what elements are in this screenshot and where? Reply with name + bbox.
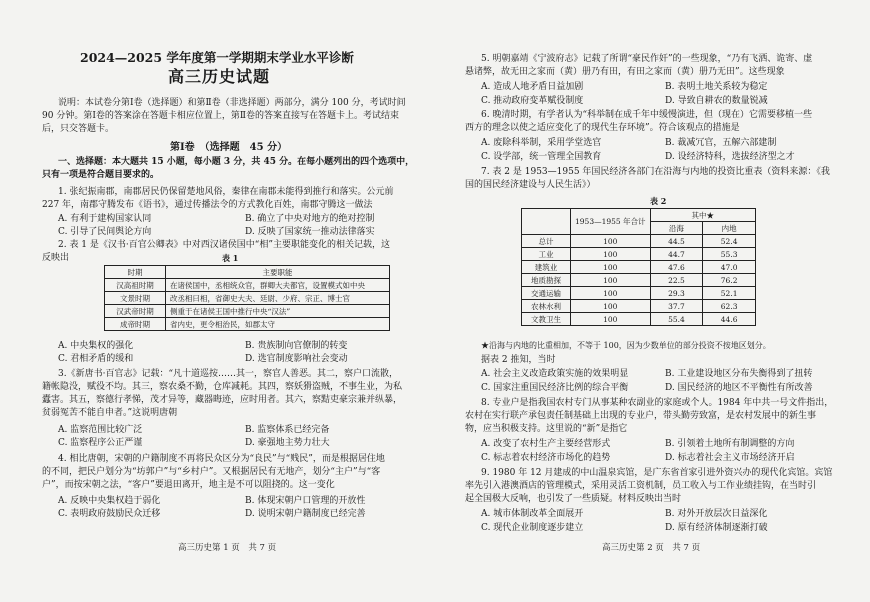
- table-cell: 100: [571, 235, 651, 248]
- q9-stem: 起全国极大反响，也引发了一些质疑。材料反映出当时: [465, 494, 682, 504]
- table-row: [522, 274, 756, 287]
- page-footer: 高三历史第 1 页 共 7 页: [178, 543, 277, 553]
- table-cell: 76.2: [703, 274, 756, 287]
- q7-option-d: D. 国民经济的地区不平衡性有所改善: [665, 383, 813, 393]
- exam-header: 2024—2025 学年度第一学期期末学业水平诊断: [80, 50, 354, 65]
- q8-option-b: B. 引领着土地所有制调整的方向: [665, 439, 795, 449]
- q2-option-a: A. 中央集权的强化: [58, 341, 134, 351]
- table-cell: 52.1: [703, 287, 756, 300]
- table-cell: 文教卫生: [522, 313, 571, 326]
- q3-option-a: A. 监察范围比较广泛: [58, 425, 143, 435]
- q5-option-b: B. 表明土地关系较为稳定: [665, 82, 768, 92]
- table-cell: 汉武帝时期: [105, 305, 166, 318]
- note-line: 后，只交答题卡。: [42, 124, 115, 134]
- table-cell: 汉高祖时期: [105, 279, 166, 292]
- q8-stem: 物，应当积极支持。这里说的“新”是指它: [465, 424, 628, 434]
- q8-option-c: C. 标志着农村经济市场化的趋势: [481, 453, 611, 463]
- q1-option-c: C. 引导了民间舆论方向: [58, 227, 152, 237]
- q7-lead: 据表 2 推知，当时: [481, 355, 556, 365]
- q9-option-d: D. 原有经济体制逐渐打破: [665, 523, 768, 533]
- table-header-row: [105, 266, 390, 279]
- table-row: [105, 292, 390, 305]
- instructions-line: 一、选择题：本大题共 15 小题，每小题 3 分，共 45 分。在每小题列出的四个选项中，: [58, 157, 415, 167]
- q6-option-a: A. 废除科举制，采用学堂选官: [481, 138, 602, 148]
- q9-option-a: A. 城市体制改革全面展开: [481, 509, 584, 519]
- table-cell: 工业: [522, 248, 571, 261]
- table-header-row: [522, 209, 756, 222]
- table-cell: 47.6: [650, 261, 703, 274]
- page-footer: 高三历史第 2 页 共 7 页: [602, 543, 701, 553]
- q2-option-b: B. 贵族制向官僚制的转变: [245, 341, 348, 351]
- q4-option-c: C. 表明政府鼓励民众迁移: [58, 509, 161, 519]
- table2: [521, 208, 756, 326]
- table-header-cell: 内地: [703, 222, 756, 235]
- table-header-cell: [522, 209, 571, 235]
- table1: [104, 265, 390, 331]
- table-cell: 文景时期: [105, 292, 166, 305]
- q4-stem: 户”，而按宋朝之法，“客户”要退田离开，地主是不可以阻挠的。这一变化: [42, 480, 335, 490]
- q3-stem: 蠹害。其五，察德行孝悌，茂才异等，藏器晦迹，应时用者。其六，察黠吏豪宗兼并纵暴，: [42, 395, 403, 405]
- q8-option-a: A. 改变了农村生产主要经营形式: [481, 439, 611, 449]
- table-row: [522, 248, 756, 261]
- table-cell: 44.5: [650, 235, 703, 248]
- table-cell: 改丞相曰相，省御史大夫、廷尉、少府、宗正、博士官: [166, 292, 390, 305]
- q2-option-c: C. 君相矛盾的缓和: [58, 354, 134, 364]
- q4-stem: 的不同，把民户划分为“坊郭户”与“乡村户”。又根据居民有无地产，划分“主户”与“客: [42, 467, 381, 477]
- q1-stem: 1. 张纪振南郡，南郡居民仍保留楚地风俗，秦律在南郡未能得到推行和落实。公元前: [58, 187, 394, 197]
- q6-option-d: D. 设经济特科，选拔经济型之才: [665, 152, 795, 162]
- table-cell: 总计: [522, 235, 571, 248]
- q3-option-d: D. 豪强地主势力壮大: [245, 438, 330, 448]
- q5-option-d: D. 导致自耕农的数量锐减: [665, 96, 768, 106]
- table-cell: 100: [571, 287, 651, 300]
- exam-title: 高三历史试题: [168, 67, 271, 86]
- table-cell: 44.7: [650, 248, 703, 261]
- q9-stem: 9. 1980 年 12 月建成的中山温泉宾馆，是广东省首家引进外资兴办的现代化宾馆。宾馆: [481, 468, 833, 478]
- q1-option-a: A. 有利于建构国家认同: [58, 214, 152, 224]
- q5-option-c: C. 推动政府变革赋役制度: [481, 96, 584, 106]
- note-line: 90 分钟。第Ⅰ卷的答案涂在答题卡相应位置上，第Ⅱ卷的答案直接写在答题卡上。考试结束: [42, 111, 399, 121]
- note-line: 说明：本试卷分第Ⅰ卷（选择题）和第Ⅱ卷（非选择题）两部分，满分 100 分，考试时间: [58, 98, 406, 108]
- table-cell: 62.3: [703, 300, 756, 313]
- q2-stem: 反映出: [42, 253, 70, 263]
- q7-stem: 7. 表 2 是 1953—1955 年国民经济各部门在沿海与内地的投资比重表（资料来源：《我: [481, 167, 830, 177]
- q3-stem: 3.《新唐书·百官志》记载：“凡十道巡按……其一，察官人善恶。其二，察户口流散，: [58, 369, 399, 379]
- q4-option-a: A. 反映中央集权趋于弱化: [58, 496, 161, 506]
- q6-stem: 西方的理念以使之适应变化了的现代生存环境”。符合该观点的措施是: [465, 123, 740, 133]
- table-cell: 100: [571, 248, 651, 261]
- q2-option-d: D. 选官制度影响社会变动: [245, 354, 348, 364]
- table-row: [105, 318, 390, 331]
- q3-stem: 贫弱冤苦不能自申者。”这说明唐朝: [42, 408, 178, 418]
- q4-option-d: D. 说明宋朝户籍制度已经完善: [245, 509, 366, 519]
- table1-caption: 表 1: [222, 253, 239, 263]
- table-cell: 侧重于在诸侯王国中推行中央“汉法”: [166, 305, 390, 318]
- q1-option-b: B. 确立了中央对地方的绝对控制: [245, 214, 375, 224]
- q4-stem: 4. 相比唐朝，宋朝的户籍制度不再将民众区分为“良民”与“贱民”，而是根据居住地: [58, 454, 385, 464]
- table2-caption: 表 2: [650, 196, 667, 206]
- table-cell: 100: [571, 274, 651, 287]
- q9-option-b: B. 对外开放层次日益深化: [665, 509, 768, 519]
- q1-option-d: D. 反映了国家统一推动法律落实: [245, 227, 375, 237]
- table-row: [105, 305, 390, 318]
- table-row: [522, 261, 756, 274]
- table-cell: 省内史，更令相治民，如郡太守: [166, 318, 390, 331]
- q5-stem: 5. 明朝嘉靖《宁波府志》记载了所谓“豪民作奸”的一些现象，“乃有飞洒、诡寄、虚: [481, 54, 813, 64]
- table-cell: 55.3: [703, 248, 756, 261]
- q3-stem: 籍帐隐没，赋役不均。其三，察农桑不勤，仓库减耗。其四，察妖猾盗贼，不事生业，为私: [42, 382, 403, 392]
- table-cell: 地质勘探: [522, 274, 571, 287]
- q7-option-a: A. 社会主义改造政策实施的效果明显: [481, 369, 629, 379]
- q6-option-b: B. 裁减冗官，五解六部建制: [665, 138, 777, 148]
- q6-stem: 6. 晚清时期，有学者认为“科举制在成千年中缓慢演进，但（现在）它需要移植一些: [481, 110, 813, 120]
- q4-option-b: B. 体现宋朝户口管理的开放性: [245, 496, 366, 506]
- table-cell: 55.4: [650, 313, 703, 326]
- table-cell: 100: [571, 313, 651, 326]
- q8-option-d: D. 标志着社会主义市场经济开启: [665, 453, 795, 463]
- table-cell: 52.4: [703, 235, 756, 248]
- table-cell: 100: [571, 300, 651, 313]
- section-title: 第Ⅰ卷 （选择题 45 分）: [170, 142, 288, 153]
- table-cell: 47.0: [703, 261, 756, 274]
- table-cell: 44.6: [703, 313, 756, 326]
- table-header-cell: 时期: [105, 266, 166, 279]
- table-header-cell: 主要职能: [166, 266, 390, 279]
- table-cell: 成帝时期: [105, 318, 166, 331]
- table-cell: 在诸侯国中，丞相统众官，群卿大夫都官，设置模式如中央: [166, 279, 390, 292]
- table-cell: 100: [571, 261, 651, 274]
- q5-option-a: A. 造成人地矛盾日益加剧: [481, 82, 584, 92]
- table-row: [522, 313, 756, 326]
- table-cell: 农林水利: [522, 300, 571, 313]
- table-cell: 交通运输: [522, 287, 571, 300]
- q8-stem: 8. 专业户是指我国农村专门从事某种农副业的家庭或个人。1984 年中共一号文件指出，: [481, 398, 834, 408]
- right-page: [447, 0, 870, 602]
- table-row: [105, 279, 390, 292]
- q6-option-c: C. 设学部，统一管理全国教育: [481, 152, 602, 162]
- table-row: [522, 235, 756, 248]
- q9-stem: 率先引入港澳酒店的管理模式，采用灵活工资机制，员工收入与工作业绩挂钩，在当时引: [465, 481, 817, 491]
- q7-stem: 国的国民经济建设与人民生活》）: [465, 180, 596, 190]
- table-cell: 37.7: [650, 300, 703, 313]
- q1-stem: 227 年，南郡守腾发布《语书》，通过传播法令的方式教化百姓，南郡守腾这一做法: [42, 200, 373, 210]
- q3-option-b: B. 监察体系已经完备: [245, 425, 330, 435]
- q3-option-c: C. 监察程序公正严谨: [58, 438, 143, 448]
- table-row: [522, 287, 756, 300]
- table-header-cell: 沿海: [650, 222, 703, 235]
- table-header-cell: 其中★: [650, 209, 755, 222]
- q2-stem: 2. 表 1 是《汉书·百官公卿表》中对西汉诸侯国中“相”主要职能变化的相关记载，这: [58, 240, 390, 250]
- q9-option-c: C. 现代企业制度逐步建立: [481, 523, 584, 533]
- q5-stem: 悬诸弊，故无田之家而（黄）册乃有田，有田之家而（黄）册乃无田”。这些现象: [465, 67, 785, 77]
- table-cell: 建筑业: [522, 261, 571, 274]
- table2-note: ★沿海与内地的比重相加，不等于 100，因为少数单位的部分投资不按地区划分。: [481, 341, 771, 350]
- q7-option-c: C. 国家注重国民经济比例的综合平衡: [481, 383, 629, 393]
- table-header-cell: 1953—1955 年合计: [571, 209, 651, 235]
- q8-stem: 农村在实行联产承包责任制基础上出现的专业户，带头勤劳致富，是农村发展中的新生事: [465, 411, 817, 421]
- table-cell: 22.5: [650, 274, 703, 287]
- table-cell: 29.3: [650, 287, 703, 300]
- q7-option-b: B. 工业建设地区分布失衡得到了扭转: [665, 369, 813, 379]
- instructions-line: 只有一项是符合题目要求的。: [42, 170, 160, 180]
- table-row: [522, 300, 756, 313]
